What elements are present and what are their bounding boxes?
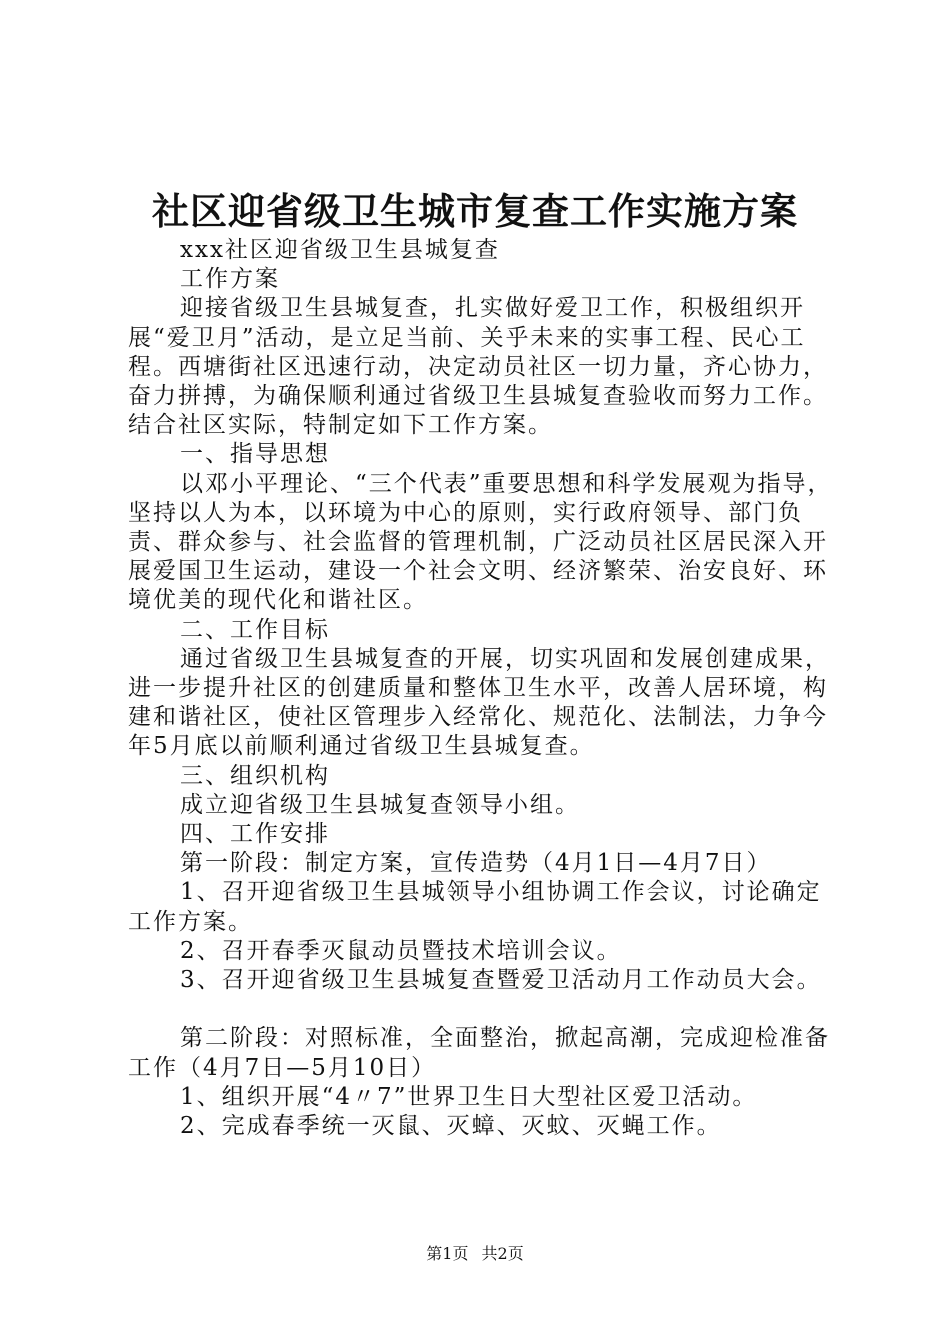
organization-paragraph: 成立迎省级卫生县城复查领导小组。 (180, 791, 580, 818)
section-heading-work-arrangement: 四、工作安排 (180, 821, 330, 848)
phase-one-item-2: 2、召开春季灭鼠动员暨技术培训会议。 (180, 937, 622, 964)
document-title: 社区迎省级卫生城市复查工作实施方案 (152, 189, 798, 233)
phase-one-item-1: 1、召开迎省级卫生县城领导小组协调工作会议，讨论确定工作方案。 (128, 879, 822, 935)
section-heading-guiding-ideology: 一、指导思想 (180, 441, 330, 468)
phase-two-item-2: 2、完成春季统一灭鼠、灭蟑、灭蚊、灭蝇工作。 (180, 1113, 722, 1140)
intro-paragraph: 迎接省级卫生县城复查，扎实做好爱卫工作，积极组织开展“爱卫月”活动，是立足当前、关乎未来的实事工程、民心工程。西塘街社区迅速行动，决定动员社区一切力量，齐心协力，奋力拼搏，为确保顺利通过省级卫生县城复查验收而努力工作。结合社区实际，特制定如下工作方案。 (128, 295, 828, 439)
phase-two-item-1: 1、组织开展“4〃7”世界卫生日大型社区爱卫活动。 (180, 1083, 758, 1110)
section-heading-work-goals: 二、工作目标 (180, 616, 330, 643)
subtitle-line-1: xxx社区迎省级卫生县城复查 (180, 237, 500, 263)
phase-one-heading: 第一阶段：制定方案，宣传造势（4月1日—4月7日） (180, 850, 772, 877)
page-number: 第1页 (426, 1244, 469, 1263)
section-heading-organization: 三、组织机构 (180, 762, 330, 789)
blank-line (128, 995, 840, 1024)
phase-one-item-3: 3、召开迎省级卫生县城复查暨爱卫活动月工作动员大会。 (180, 967, 822, 994)
subtitle-line-2: 工作方案 (180, 266, 280, 293)
page-total: 共2页 (481, 1244, 524, 1263)
work-goals-paragraph: 通过省级卫生县城复查的开展，切实巩固和发展创建成果，进一步提升社区的创建质量和整体卫生水平，改善人居环境，构建和谐社区，使社区管理步入经常化、规范化、法制法，力争今年5月底以前顺利通过省级卫生县城复查。 (128, 645, 830, 760)
document-body (128, 236, 840, 1141)
phase-two-heading: 第二阶段：对照标准，全面整治，掀起高潮，完成迎检准备工作（4月7日—5月10日） (128, 1025, 830, 1081)
guiding-ideology-paragraph: 以邓小平理论、“三个代表”重要思想和科学发展观为指导，坚持以人为本，以环境为中心的原则，实行政府领导、部门负责、群众参与、社会监督的管理机制，广泛动员社区居民深入开展爱国卫生运动，建设一个社会文明、经济繁荣、治安良好、环境优美的现代化和谐社区。 (128, 470, 833, 614)
page-footer (0, 1243, 950, 1265)
